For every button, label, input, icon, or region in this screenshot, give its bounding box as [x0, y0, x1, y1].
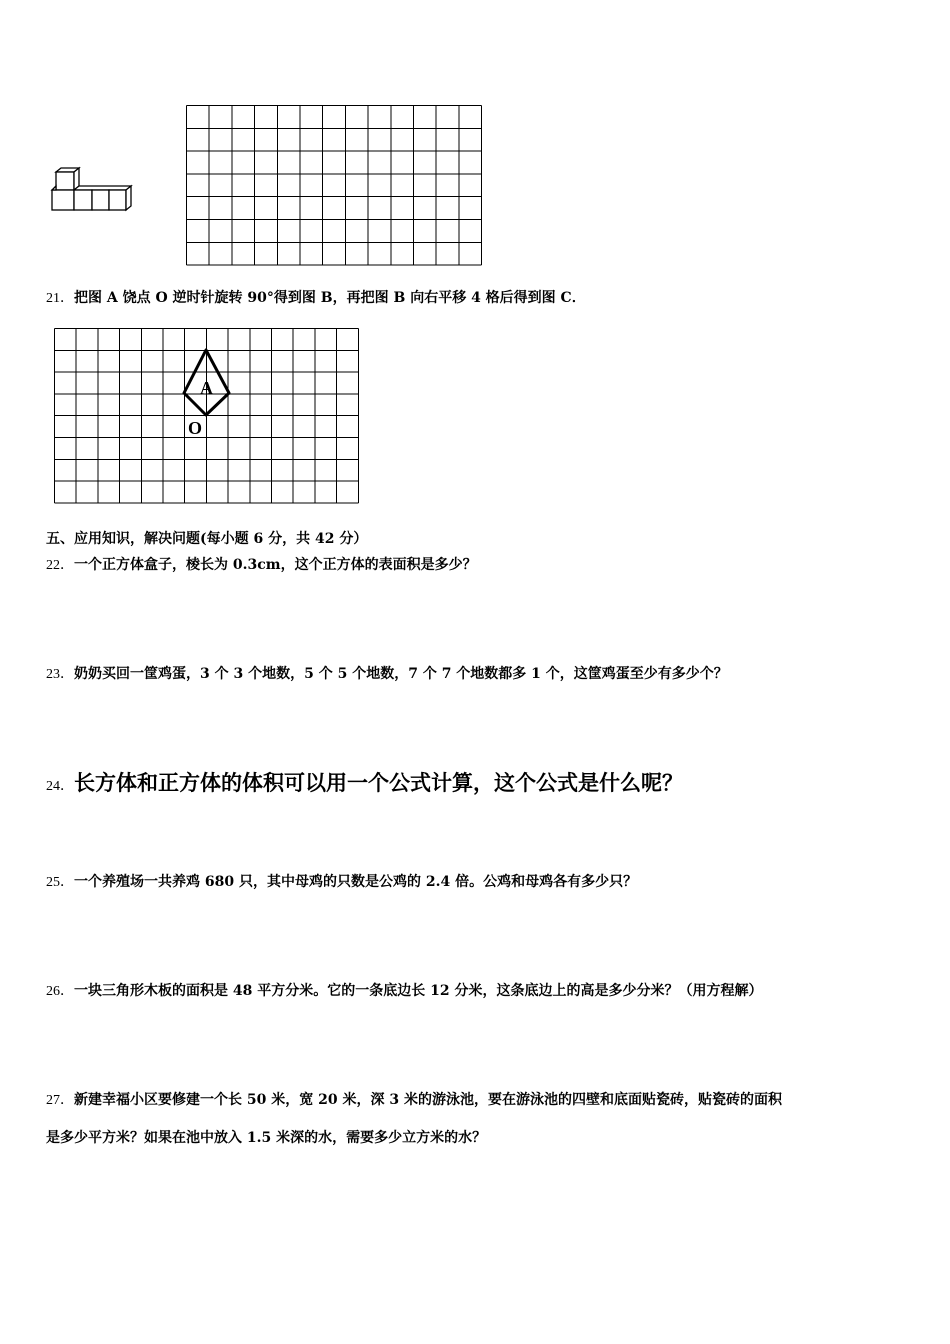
question-22	[46, 554, 477, 574]
question-number: 22．	[46, 558, 74, 573]
question-23	[46, 663, 728, 683]
section-title: 五、应用知识，解决问题(每小题 6 分，共 42 分）	[46, 531, 368, 547]
point-label-o: O	[188, 418, 203, 438]
grid-top	[186, 105, 482, 267]
question-number: 25．	[46, 875, 74, 890]
question-text: 一块三角形木板的面积是 48 平方分米。它的一条底边长 12 分米，这条底边上的高是多少分米？（用方程解）	[74, 983, 763, 999]
grid-rotation	[54, 328, 359, 504]
shape-label-a: A	[200, 378, 213, 398]
question-text: 把图 A 饶点 O 逆时针旋转 90°得到图 B，再把图 B 向右平移 4 格后得到图 C．	[74, 290, 586, 306]
question-27	[46, 1089, 782, 1109]
question-text: 一个正方体盒子，棱长为 0.3cm，这个正方体的表面积是多少？	[74, 557, 477, 573]
question-number: 23．	[46, 667, 74, 682]
question-text-continued: 是多少平方米？如果在池中放入 1.5 米深的水，需要多少立方米的水？	[46, 1130, 487, 1146]
question-27-line-2	[46, 1127, 486, 1147]
question-text: 一个养殖场一共养鸡 680 只，其中母鸡的只数是公鸡的 2.4 倍。公鸡和母鸡各有多少只？	[74, 874, 638, 890]
question-26	[46, 980, 762, 1000]
question-21	[46, 287, 586, 307]
question-number: 21．	[46, 291, 74, 306]
question-text: 长方体和正方体的体积可以用一个公式计算，这个公式是什么呢？	[74, 770, 683, 795]
question-24	[46, 767, 683, 797]
question-number: 26．	[46, 984, 74, 999]
cube-blocks-figure	[50, 168, 140, 214]
question-text: 新建幸福小区要修建一个长 50 米，宽 20 米，深 3 米的游泳池，要在游泳池的四壁和底面贴瓷砖，贴瓷砖的面积	[74, 1092, 782, 1108]
question-number: 27．	[46, 1093, 74, 1108]
question-number: 24．	[46, 779, 74, 794]
question-25	[46, 871, 637, 891]
question-text: 奶奶买回一筐鸡蛋，3 个 3 个地数，5 个 5 个地数，7 个 7 个地数都多 1 个，这筐鸡蛋至少有多少个？	[74, 666, 728, 682]
